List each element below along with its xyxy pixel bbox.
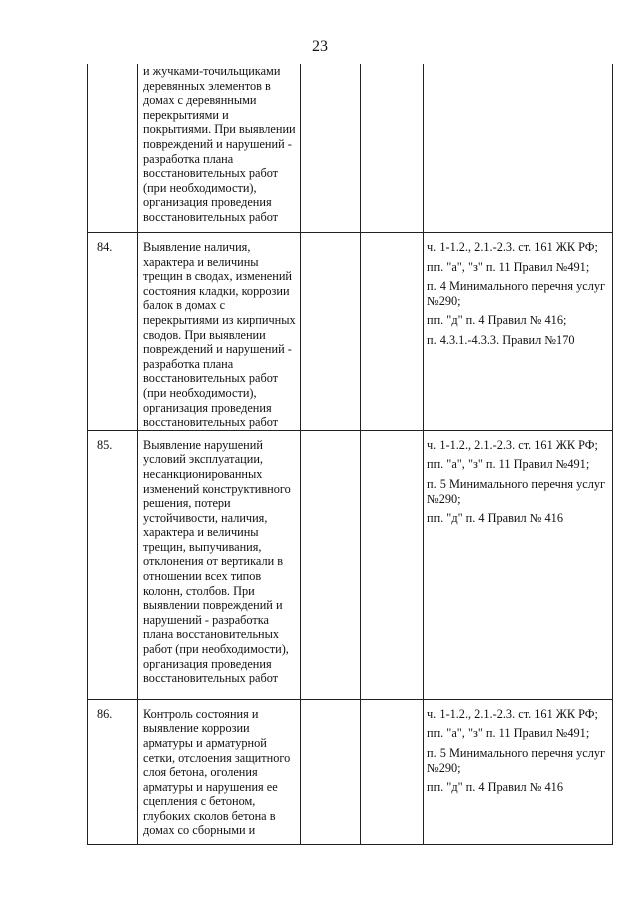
description-cell	[138, 64, 301, 233]
empty-cell	[361, 64, 424, 233]
reference-item: п. 5 Минимального перечня услуг №290;	[427, 476, 606, 506]
table-row	[88, 233, 613, 431]
references-cell	[424, 233, 613, 431]
row-description: Контроль состояния и выявление коррозии арматуры и арматурной сетки, отслоения защитного слоя бетона, оголения арматуры и нарушения ее сцепления с бетоном, глубоких сколов бетона в домах со сборными и	[143, 706, 291, 838]
reference-item: пп. "д" п. 4 Правил № 416;	[427, 313, 567, 328]
reference-item: пп. "а", "з" п. 11 Правил №491;	[427, 457, 590, 472]
description-cell	[138, 430, 301, 699]
empty-cell	[361, 233, 424, 431]
empty-cell	[301, 699, 361, 844]
references-cell	[424, 64, 613, 233]
reference-item: п. 4 Минимального перечня услуг №290;	[427, 279, 606, 308]
reference-item: пп. "д" п. 4 Правил № 416	[427, 780, 563, 795]
row-description: Выявление нарушений условий эксплуатации, несанкционированных изменений конструктивного решения, потери устойчивости, наличия, характера и величины трещин, выпучивания, отклонения от вертикали в отношении всех типов колонн, столбов. При выявлении повреждений и нарушений - разработка плана восстановительных работ (при необходимости), организация проведения восстановительных работ	[143, 437, 291, 686]
row-number-cell	[88, 233, 138, 431]
reference-item: ч. 1-1.2., 2.1.-2.3. ст. 161 ЖК РФ;	[427, 706, 598, 721]
empty-cell	[301, 430, 361, 699]
reference-item: п. 5 Минимального перечня услуг №290;	[427, 745, 606, 775]
reference-item: ч. 1-1.2., 2.1.-2.3. ст. 161 ЖК РФ;	[427, 437, 598, 452]
row-number-cell	[88, 64, 138, 233]
description-cell	[138, 233, 301, 431]
empty-cell	[361, 430, 424, 699]
reference-item: ч. 1-1.2., 2.1.-2.3. ст. 161 ЖК РФ;	[427, 240, 598, 254]
table-row	[88, 64, 613, 233]
reference-item: п. 4.3.1.-4.3.3. Правил №170	[427, 332, 575, 347]
row-description: и жучками-точильщиками деревянных элементов в домах с деревянными перекрытиями и покрытиями. При выявлении повреждений и нарушений - разработка плана восстановительных работ (при необходимости), организация проведения восстановительных работ	[143, 64, 296, 224]
row-number-cell	[88, 699, 138, 844]
reference-item: пп. "д" п. 4 Правил № 416	[427, 511, 563, 526]
row-description: Выявление наличия, характера и величины трещин в сводах, изменений состояния кладки, коррозии балок в домах с перекрытиями из кирпичных сводов. При выявлении повреждений и нарушений - разработка плана восстановительных работ (при необходимости), организация проведения восстановительных работ	[143, 240, 296, 430]
references-cell	[424, 430, 613, 699]
reference-item: пп. "а", "з" п. 11 Правил №491;	[427, 726, 590, 741]
reference-item: пп. "а", "з" п. 11 Правил №491;	[427, 259, 590, 274]
table-row	[88, 430, 613, 699]
row-number	[88, 64, 137, 71]
table-row	[88, 699, 613, 844]
requirements-table	[87, 64, 613, 845]
row-number: 86.	[97, 706, 113, 721]
page-number: 23	[312, 38, 328, 55]
row-number: 84.	[97, 240, 113, 254]
description-cell	[138, 699, 301, 844]
empty-cell	[301, 64, 361, 233]
references-cell	[424, 699, 613, 844]
row-number: 85.	[97, 437, 113, 452]
empty-cell	[301, 233, 361, 431]
row-number-cell	[88, 430, 138, 699]
empty-cell	[361, 699, 424, 844]
